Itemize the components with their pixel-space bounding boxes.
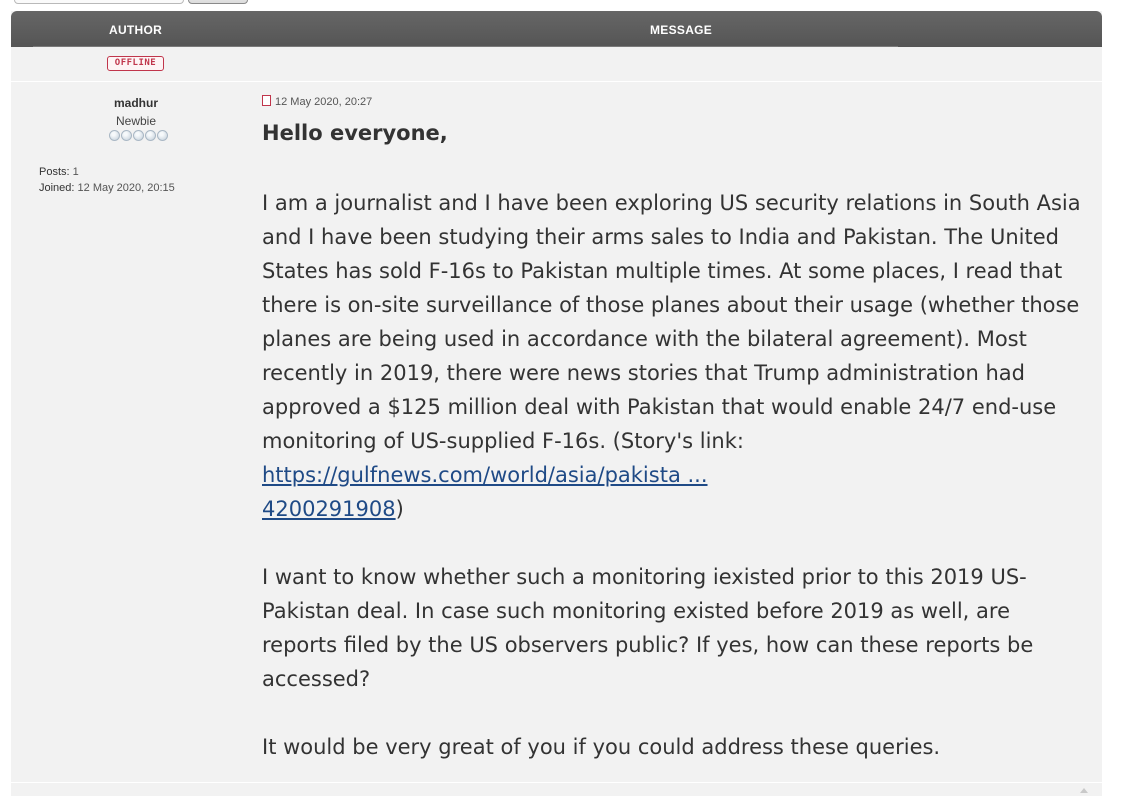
offline-status-badge: OFFLINE	[107, 56, 164, 71]
rank-dot-icon	[145, 130, 156, 141]
post-title: Hello everyone,	[262, 121, 448, 145]
post-body	[262, 186, 1087, 798]
rank-dot-icon	[133, 130, 144, 141]
status-row	[11, 47, 1102, 82]
story-link[interactable]	[262, 463, 708, 521]
author-username[interactable]: madhur	[113, 96, 158, 110]
rank-stars	[109, 130, 168, 142]
message-column-header: MESSAGE	[650, 23, 713, 37]
profile-stats	[39, 164, 175, 196]
joined-label: Joined:	[39, 182, 75, 194]
post-paragraph-1	[262, 186, 1087, 526]
rank-dot-icon	[109, 130, 120, 141]
post-date: 12 May 2020, 20:27	[275, 96, 373, 108]
story-link-line1: https://gulfnews.com/world/asia/pakista ...	[262, 463, 708, 487]
post-paragraph-3: It would be very great of you if you could address these queries.	[262, 735, 941, 759]
joined-stat	[39, 180, 175, 196]
scroll-up-icon[interactable]	[1080, 788, 1088, 793]
post-paragraph-2: I want to know whether such a monitoring iexisted prior to this 2019 US-Pakistan deal. In case such monitoring existed before 2019 as well, are reports filed by the US observers public? If yes, how can these reports be accessed?	[262, 565, 1034, 691]
posts-count: 1	[72, 166, 79, 178]
author-column-header: AUTHOR	[109, 23, 163, 37]
joined-date: 12 May 2020, 20:15	[77, 182, 175, 194]
row-divider	[11, 782, 1102, 783]
posts-label: Posts:	[39, 166, 70, 178]
search-button[interactable]	[188, 0, 248, 4]
rank-dot-icon	[121, 130, 132, 141]
post-icon[interactable]	[262, 95, 271, 106]
search-input[interactable]	[14, 0, 184, 4]
posts-stat	[39, 164, 175, 180]
author-rank: Newbie	[115, 114, 157, 128]
forum-post-table	[11, 11, 1102, 796]
rank-dot-icon	[157, 130, 168, 141]
story-link-line2: 4200291908	[262, 497, 396, 521]
table-header	[11, 11, 1102, 47]
post-paragraph-1-end: )	[395, 497, 404, 521]
post-meta	[262, 95, 372, 109]
post-paragraph-1-text: I am a journalist and I have been exploring US security relations in South Asia and I have been studying their arms sales to India and Pakistan. The United States has sold F-16s to Pakistan multiple times. At some places, I read that there is on-site surveillance of those planes about their usage (whether those planes are being used in accordance with the bilateral agreement). Most recently in 2019, there were news stories that Trump administration had approved a $125 million deal with Pakistan that would enable 24/7 end-use monitoring of US-supplied F-16s. (Story's link:	[262, 191, 1081, 453]
